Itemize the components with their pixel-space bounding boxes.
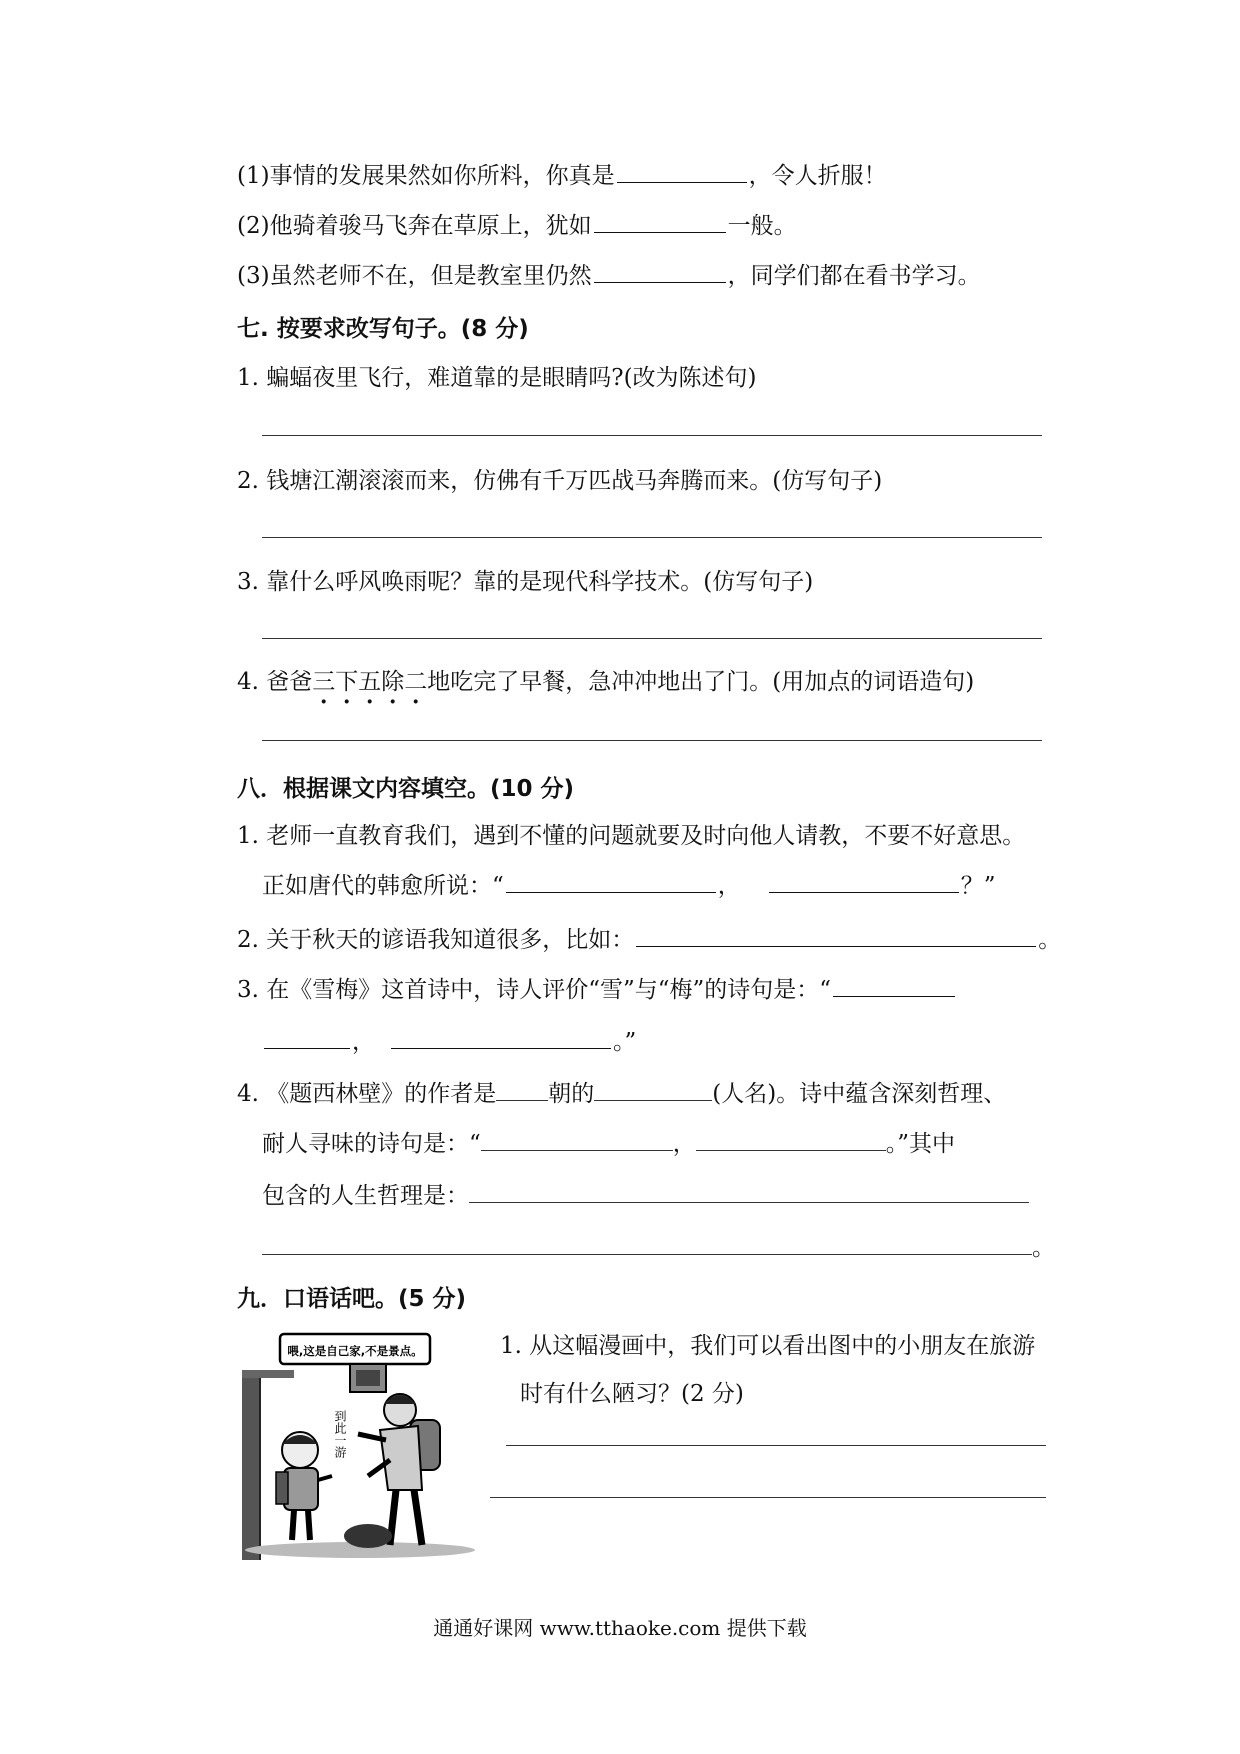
s8-q3-line2: ， 。” [262, 1024, 636, 1058]
s6-q1-blank[interactable] [617, 158, 747, 183]
s7-q2-answer-line[interactable] [262, 537, 1042, 538]
s8-q4-line3: 包含的人生哲理是： [262, 1178, 1029, 1212]
s7-q3: 3. 靠什么呼风唤雨呢？靠的是现代科学技术。(仿写句子) [237, 569, 814, 595]
s8-q2-blank[interactable] [636, 922, 1036, 947]
s7-q3-answer-line[interactable] [262, 638, 1042, 639]
s8-q4-blank-verse-1[interactable] [481, 1126, 673, 1151]
s8-q1-blank-1[interactable] [506, 868, 716, 893]
page-footer: 通通好课网 www.tthaoke.com 提供下载 [433, 1616, 807, 1640]
s8-q3-blank-1b[interactable] [264, 1024, 350, 1049]
s9-q1-line2: 时有什么陋习？(2 分) [520, 1381, 744, 1407]
s9-q1-answer-line-1[interactable] [506, 1445, 1046, 1446]
dotted-char: 五 [358, 669, 382, 695]
comic-illustration [240, 1330, 480, 1560]
s8-q4-line2: 耐人寻味的诗句是：“ ， 。”其中 [262, 1126, 955, 1160]
comic-bubble-text: 喂,这是自己家,不是景点。 [287, 1344, 423, 1358]
section-7-heading: 七. 按要求改写句子。(8 分) [237, 316, 529, 342]
s8-q4-blank-verse-2[interactable] [696, 1126, 886, 1151]
s8-q3-blank-2[interactable] [391, 1024, 611, 1049]
s6-q2: (2)他骑着骏马飞奔在草原上，犹如 一般。 [237, 208, 797, 242]
s6-q3-blank[interactable] [594, 258, 726, 283]
comic-graffiti-text: 到此一游 [333, 1410, 347, 1458]
s8-q4-line1: 4. 《题西林壁》的作者是 朝的 (人名)。诗中蕴含深刻哲理、 [237, 1076, 1006, 1110]
s8-q4-line4: 。 [262, 1230, 1055, 1264]
s8-q4-blank-meaning-2[interactable] [262, 1230, 1032, 1255]
s6-q1: (1)事情的发展果然如你所料，你真是 ，令人折服！ [237, 158, 887, 192]
s8-q3-line1: 3. 在《雪梅》这首诗中，诗人评价“雪”与“梅”的诗句是：“ [237, 972, 957, 1006]
s8-q4-blank-author[interactable] [594, 1076, 712, 1101]
s8-q4-blank-meaning-1[interactable] [469, 1178, 1029, 1203]
s6-q3: (3)虽然老师不在，但是教室里仍然 ，同学们都在看书学习。 [237, 258, 981, 292]
s7-q4-answer-line[interactable] [262, 740, 1042, 741]
s8-q4-blank-dynasty[interactable] [496, 1076, 548, 1101]
section-8-heading: 八．根据课文内容填空。(10 分) [237, 776, 575, 802]
s7-q4: 4. 爸爸三下五除二地吃完了早餐，急冲冲地出了门。(用加点的词语造句) [237, 666, 974, 698]
dotted-char: 下 [335, 669, 359, 695]
s8-q1-line2: 正如唐代的韩愈所说：“ ， ？” [262, 868, 996, 902]
s7-q2: 2. 钱塘江潮滚滚而来，仿佛有千万匹战马奔腾而来。(仿写句子) [237, 468, 883, 494]
dotted-char: 二 [404, 669, 428, 695]
dotted-char: 三 [312, 669, 336, 695]
s7-q1-answer-line[interactable] [262, 435, 1042, 436]
s8-q3-blank-1a[interactable] [833, 972, 955, 997]
s9-q1-line1: 1. 从这幅漫画中，我们可以看出图中的小朋友在旅游 [500, 1333, 1036, 1359]
section-9-heading: 九．口语话吧。(5 分) [237, 1286, 467, 1312]
s6-q2-blank[interactable] [594, 208, 726, 233]
s8-q1-line1: 1. 老师一直教育我们，遇到不懂的问题就要及时向他人请教，不要不好意思。 [237, 823, 1026, 849]
dotted-char: 除 [381, 669, 405, 695]
s9-q1-answer-line-2[interactable] [490, 1497, 1046, 1498]
s8-q2: 2. 关于秋天的谚语我知道很多，比如： 。 [237, 922, 1061, 956]
s8-q1-blank-2[interactable] [769, 868, 959, 893]
s7-q1: 1. 蝙蝠夜里飞行，难道靠的是眼睛吗?(改为陈述句) [237, 365, 757, 391]
